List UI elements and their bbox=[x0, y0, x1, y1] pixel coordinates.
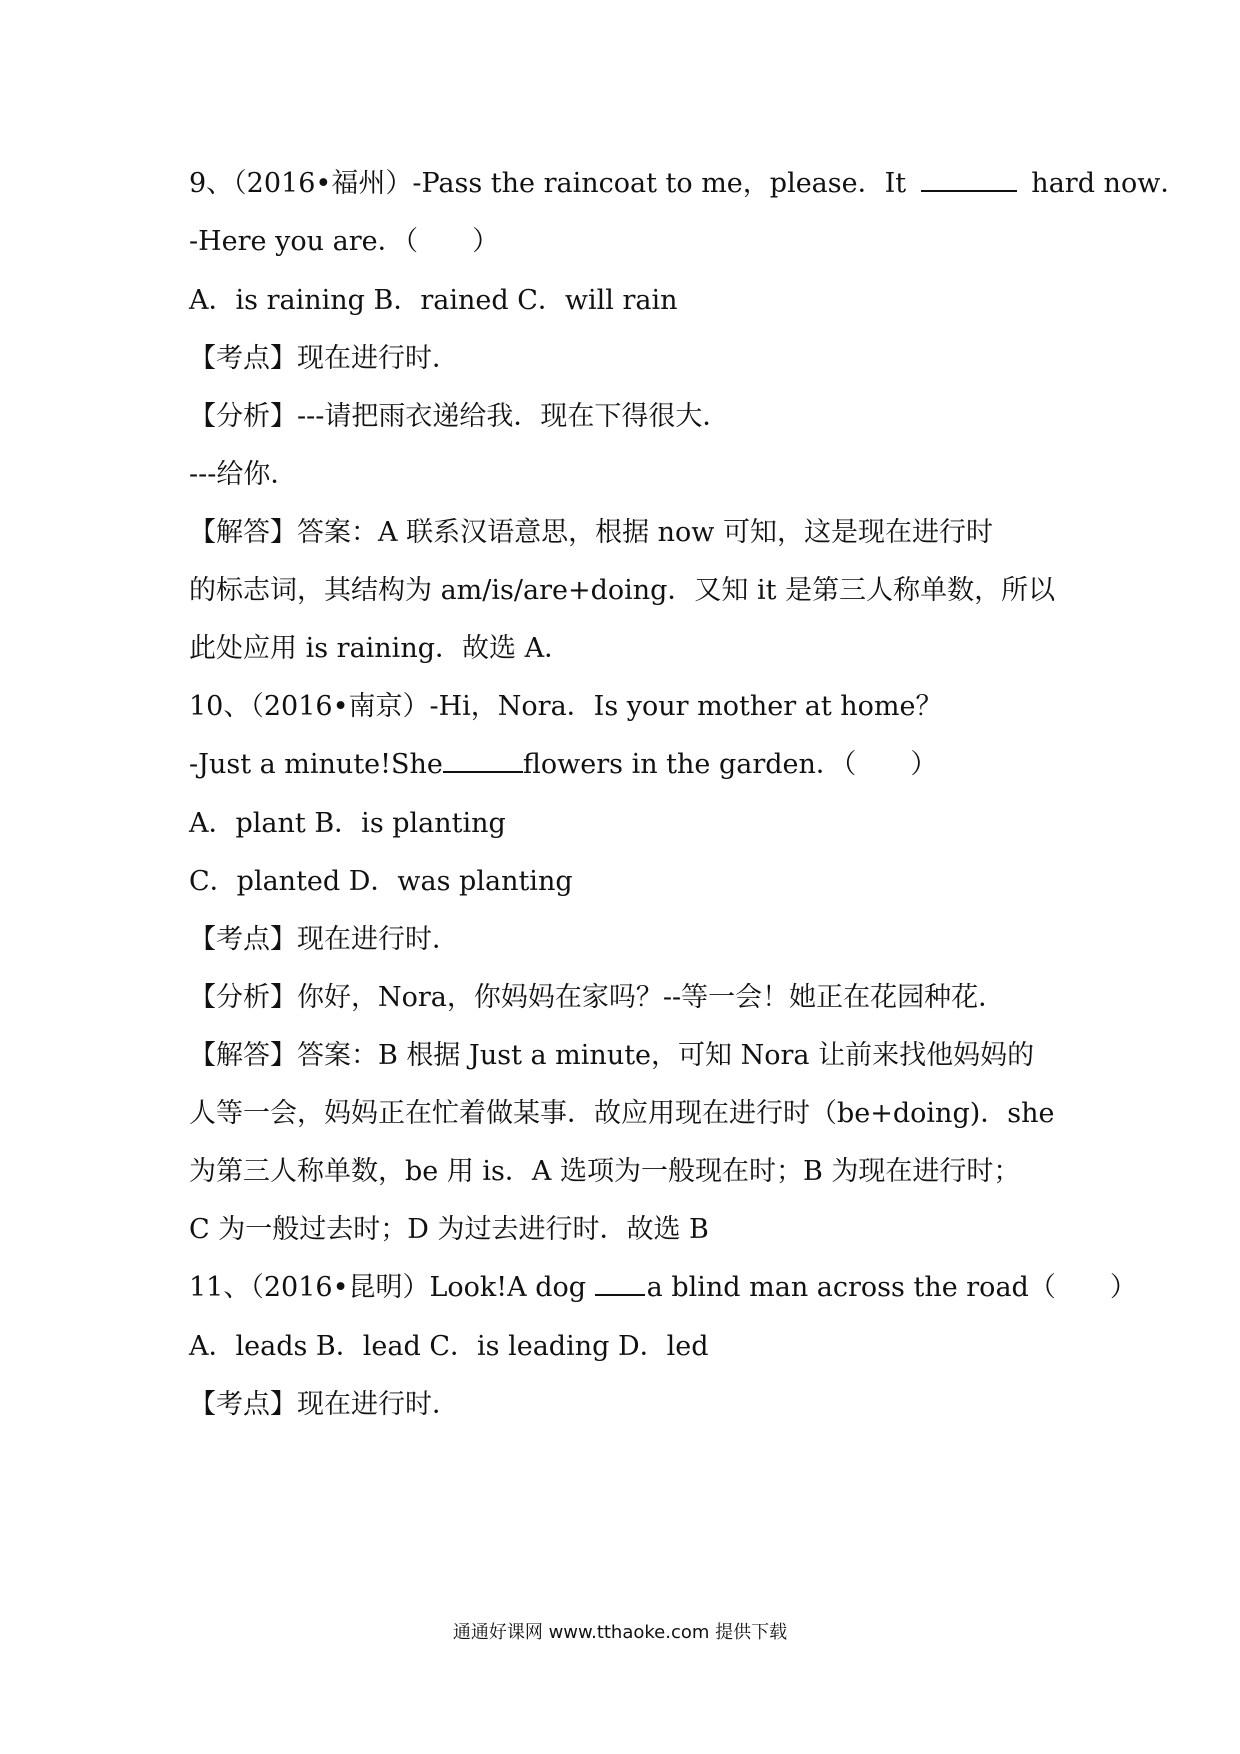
q10-answer-line-1: 【解答】答案：B 根据 Just a minute，可知 Nora 让前来找他妈妈的 bbox=[189, 1040, 1035, 1071]
q10-kaodian: 【考点】现在进行时． bbox=[189, 924, 459, 955]
q10-options-cd: C．planted D．was planting bbox=[189, 866, 573, 897]
page-footer: 通通好课网 www.tthaoke.com 提供下载 bbox=[452, 1622, 788, 1643]
q10-answer-line-3: 为第三人称单数，be 用 is．A 选项为一般现在时；B 为现在进行时； bbox=[189, 1156, 1021, 1187]
q9-answer-line-3: 此处应用 is raining．故选 A． bbox=[189, 633, 572, 664]
q10-stem: 10、（2016•南京）-Hi，Nora．Is your mother at home？ bbox=[189, 691, 943, 722]
q11-stem: 11、（2016•昆明）Look!A dog a blind man across the road（ ） bbox=[189, 1272, 1137, 1303]
q10-answer-line-2: 人等一会，妈妈正在忙着做某事．故应用现在进行时（be+doing)．she bbox=[189, 1098, 1055, 1129]
answer-blank bbox=[921, 168, 1017, 192]
q9-analysis: 【分析】---请把雨衣递给我．现在下得很大． bbox=[189, 401, 730, 432]
answer-blank bbox=[443, 749, 523, 773]
q9-reply: -Here you are．（ ） bbox=[189, 226, 500, 257]
q10-answer-line-4: C 为一般过去时；D 为过去进行时．故选 B bbox=[189, 1214, 709, 1245]
q9-analysis-cont: ---给你． bbox=[189, 459, 298, 490]
q11-kaodian: 【考点】现在进行时． bbox=[189, 1389, 459, 1420]
q10-options-ab: A．plant B．is planting bbox=[189, 808, 506, 839]
q10-reply: -Just a minute!She flowers in the garden．（ ） bbox=[189, 749, 938, 780]
answer-blank bbox=[595, 1272, 645, 1296]
q9-options: A．is raining B．rained C．will rain bbox=[189, 285, 678, 316]
q10-analysis: 【分析】你好，Nora，你妈妈在家吗？--等一会！她正在花园种花． bbox=[189, 982, 1006, 1013]
q9-answer-line-1: 【解答】答案：A 联系汉语意思，根据 now 可知，这是现在进行时 bbox=[189, 517, 994, 548]
q9-stem: 9、（2016•福州）-Pass the raincoat to me，please．It hard now． bbox=[189, 168, 1188, 199]
q11-options: A．leads B．lead C．is leading D．led bbox=[189, 1331, 709, 1362]
q9-answer-line-2: 的标志词，其结构为 am/is/are+doing．又知 it 是第三人称单数，所以 bbox=[189, 575, 1056, 606]
q9-kaodian: 【考点】现在进行时． bbox=[189, 343, 459, 374]
